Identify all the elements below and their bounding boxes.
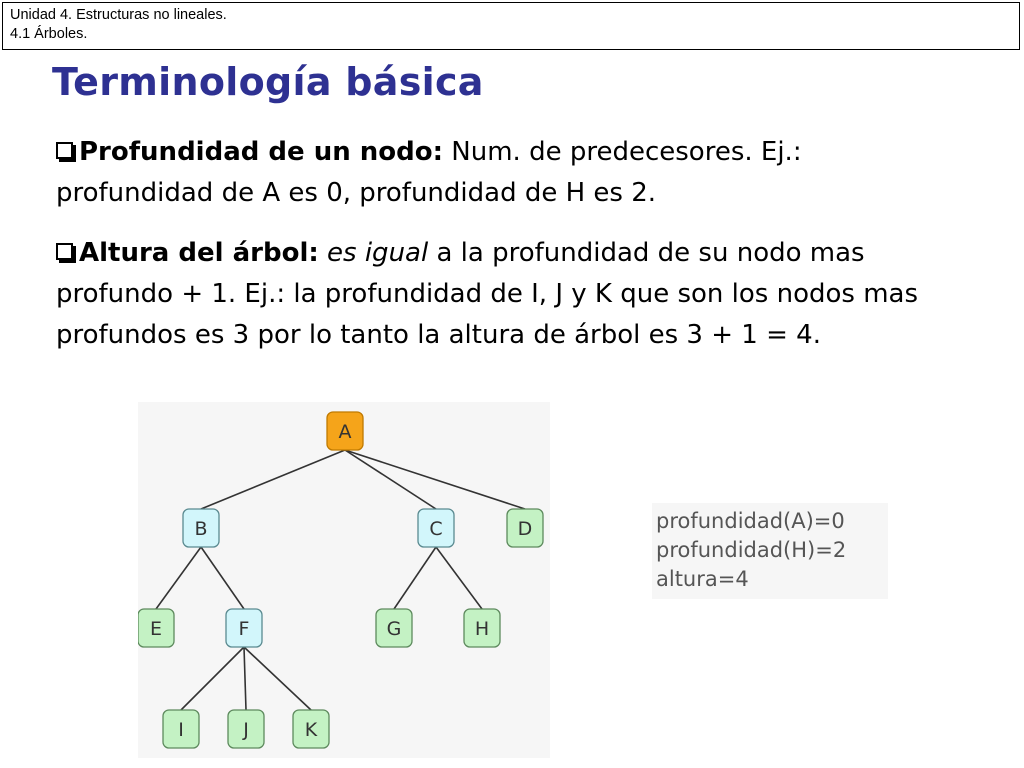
definition-depth-text: Num. de predecesores. Ej.: profundidad de A es 0, profundidad de H es 2. xyxy=(56,137,802,208)
term-depth: Profundidad de un nodo: xyxy=(79,137,444,167)
tree-node-d xyxy=(507,509,543,547)
header-unit-line: Unidad 4. Estructuras no lineales. xyxy=(10,7,227,23)
tree-node-label-h: H xyxy=(474,618,490,640)
tree-node-k xyxy=(293,710,329,748)
checkbox-bullet-icon xyxy=(56,243,73,260)
term-height: Altura del árbol: xyxy=(79,238,319,268)
tree-node-a xyxy=(327,412,363,450)
tree-diagram xyxy=(138,402,550,758)
depth-legend xyxy=(652,503,888,599)
legend-line-depth-h: profundidad(H)=2 xyxy=(656,538,847,562)
tree-node-label-g: G xyxy=(386,618,402,640)
tree-edge-a-c xyxy=(345,450,436,509)
tree-edge-f-j xyxy=(244,647,246,710)
slide-title: Terminología básica xyxy=(52,60,484,104)
tree-edge-f-k xyxy=(244,647,311,710)
tree-edge-c-g xyxy=(394,547,436,609)
tree-node-label-c: C xyxy=(429,518,443,540)
definition-depth xyxy=(56,132,961,214)
tree-node-f xyxy=(226,609,262,647)
tree-diagram-svg xyxy=(138,402,550,758)
definition-height xyxy=(56,233,961,356)
tree-node-label-i: I xyxy=(178,719,184,741)
tree-node-b xyxy=(183,509,219,547)
tree-node-g xyxy=(376,609,412,647)
tree-node-label-d: D xyxy=(517,518,533,540)
tree-node-i xyxy=(163,710,199,748)
tree-edge-f-i xyxy=(181,647,244,710)
tree-node-label-a: A xyxy=(338,421,352,443)
tree-edge-a-b xyxy=(201,450,345,509)
tree-edge-b-f xyxy=(201,547,244,609)
tree-node-label-j: J xyxy=(243,719,249,741)
tree-node-c xyxy=(418,509,454,547)
tree-edge-c-h xyxy=(436,547,482,609)
tree-node-h xyxy=(464,609,500,647)
tree-edge-a-d xyxy=(345,450,525,509)
tree-node-label-k: K xyxy=(304,719,318,741)
tree-node-label-f: F xyxy=(238,618,250,640)
tree-node-label-b: B xyxy=(194,518,208,540)
tree-node-e xyxy=(138,609,174,647)
slide-header xyxy=(2,2,1020,50)
tree-node-label-e: E xyxy=(149,618,163,640)
tree-node-j xyxy=(228,710,264,748)
tree-edge-b-e xyxy=(156,547,201,609)
definition-height-italic: es igual xyxy=(318,238,429,268)
header-section-line: 4.1 Árboles. xyxy=(10,26,88,42)
definition-height-text: a la profundidad de su nodo mas profundo + 1. Ej.: la profundidad de I, J y K que son los nodos mas profundos es 3 por lo tanto la altura de árbol es 3 + 1 = 4. xyxy=(56,238,919,350)
legend-line-height: altura=4 xyxy=(656,567,749,591)
legend-line-depth-a: profundidad(A)=0 xyxy=(656,509,845,533)
checkbox-bullet-icon xyxy=(56,142,73,159)
